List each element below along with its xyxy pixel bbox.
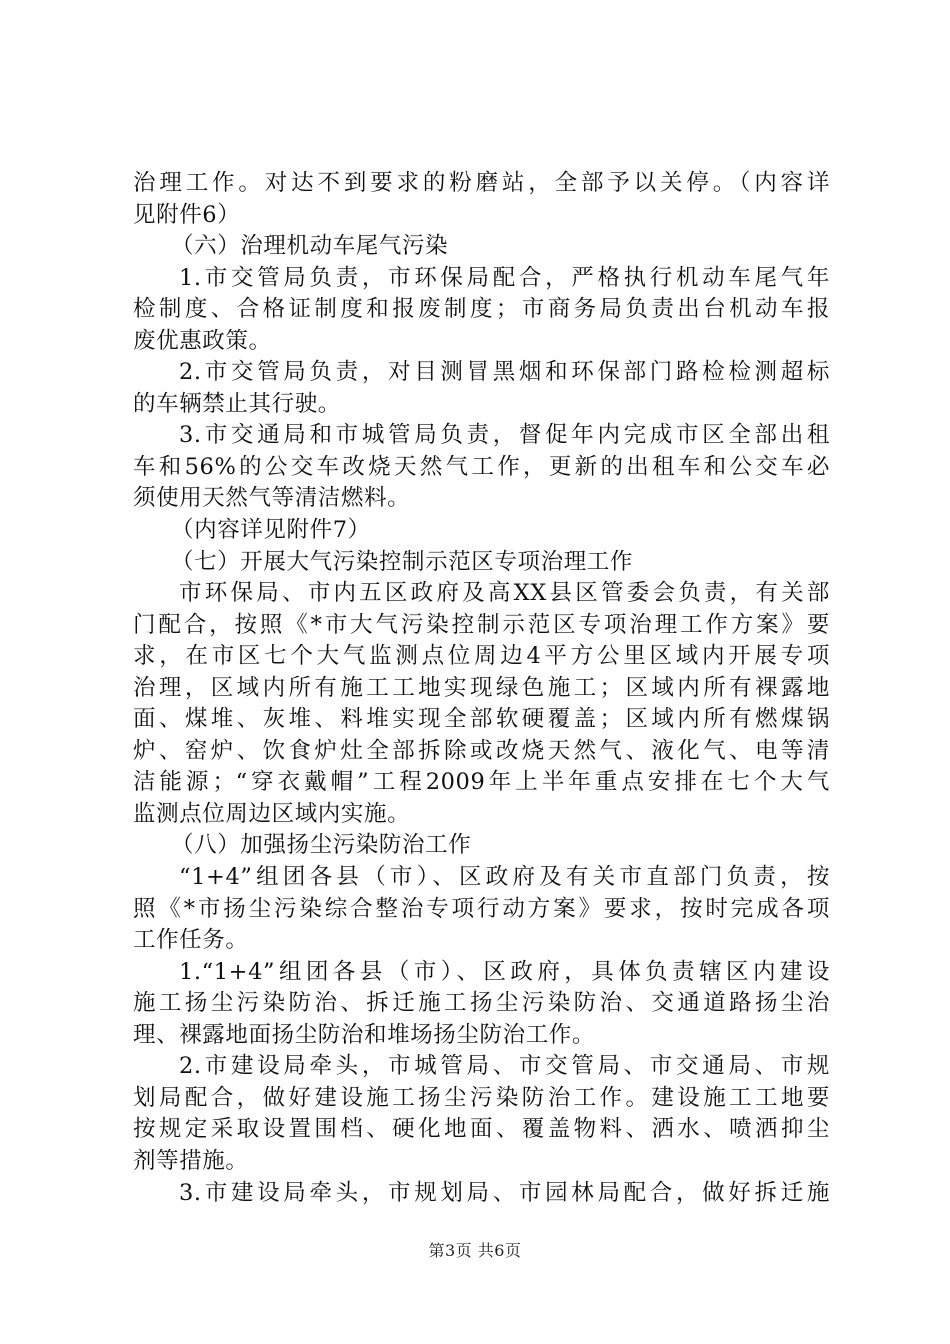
text-line: 检制度、合格证制度和报废制度；市商务局负责出台机动车报 xyxy=(133,296,830,323)
text-line: 照《*市扬尘污染综合整治专项行动方案》要求，按时完成各项 xyxy=(133,895,830,922)
text-line: 面、煤堆、灰堆、料堆实现全部软硬覆盖；区域内所有燃煤锅 xyxy=(133,706,830,733)
text-line: 的车辆禁止其行驶。 xyxy=(133,390,341,417)
text-line: 车和56%的公交车改烧天然气工作，更新的出租车和公交车必 xyxy=(133,453,830,480)
text-line: 市环保局、市内五区政府及高XX县区管委会负责，有关部 xyxy=(179,580,830,607)
text-line: （内容详见附件7） xyxy=(171,517,371,544)
text-line: 洁能源；“穿衣戴帽”工程2009年上半年重点安排在七个大气 xyxy=(133,769,830,796)
text-line: 求，在市区七个大气监测点位周边4平方公里区域内开展专项 xyxy=(133,643,830,670)
text-line: 剂等措施。 xyxy=(133,1147,249,1174)
text-line: 见附件6） xyxy=(133,201,241,228)
document-body xyxy=(133,168,830,1209)
section-heading: （八）加强扬尘污染防治工作 xyxy=(171,832,472,859)
text-line: 3.市交通局和市城管局负责，督促年内完成市区全部出租 xyxy=(179,422,830,449)
text-line: 1.“1+4”组团各县（市）、区政府，具体负责辖区内建设 xyxy=(179,958,830,985)
text-line: 废优惠政策。 xyxy=(133,327,272,354)
text-line: 理、裸露地面扬尘防治和堆场扬尘防治工作。 xyxy=(133,1021,596,1048)
section-heading: （七）开展大气污染控制示范区专项治理工作 xyxy=(171,548,634,575)
text-line: 划局配合，做好建设施工扬尘污染防治工作。建设施工工地要 xyxy=(133,1084,830,1111)
text-line: 监测点位周边区域内实施。 xyxy=(133,800,411,827)
text-line: 炉、窑炉、饮食炉灶全部拆除或改烧天然气、液化气、电等清 xyxy=(133,737,830,764)
text-line: 2.市交管局负责，对目测冒黑烟和环保部门路检检测超标 xyxy=(179,359,830,386)
text-line: 1.市交管局负责，市环保局配合，严格执行机动车尾气年 xyxy=(179,264,830,291)
text-line: 施工扬尘污染防治、拆迁施工扬尘污染防治、交通道路扬尘治 xyxy=(133,990,830,1017)
section-heading: （六）治理机动车尾气污染 xyxy=(171,233,449,260)
text-line: 治理工作。对达不到要求的粉磨站，全部予以关停。（内容详 xyxy=(133,170,830,196)
text-line: 治理，区域内所有施工工地实现绿色施工；区域内所有裸露地 xyxy=(133,674,830,701)
text-line: 2.市建设局牵头，市城管局、市交管局、市交通局、市规 xyxy=(179,1053,830,1080)
text-line: 按规定采取设置围档、硬化地面、覆盖物料、洒水、喷洒抑尘 xyxy=(133,1116,830,1143)
text-line: 3.市建设局牵头，市规划局、市园林局配合，做好拆迁施 xyxy=(179,1179,830,1206)
text-line: 须使用天然气等清洁燃料。 xyxy=(133,485,411,512)
page-number-footer: 第3页 共6页 xyxy=(428,1241,522,1260)
text-line: 门配合，按照《*市大气污染控制示范区专项治理工作方案》要 xyxy=(133,611,830,638)
text-line: 工作任务。 xyxy=(133,927,249,954)
text-line: “1+4”组团各县（市）、区政府及有关市直部门负责，按 xyxy=(179,864,830,891)
